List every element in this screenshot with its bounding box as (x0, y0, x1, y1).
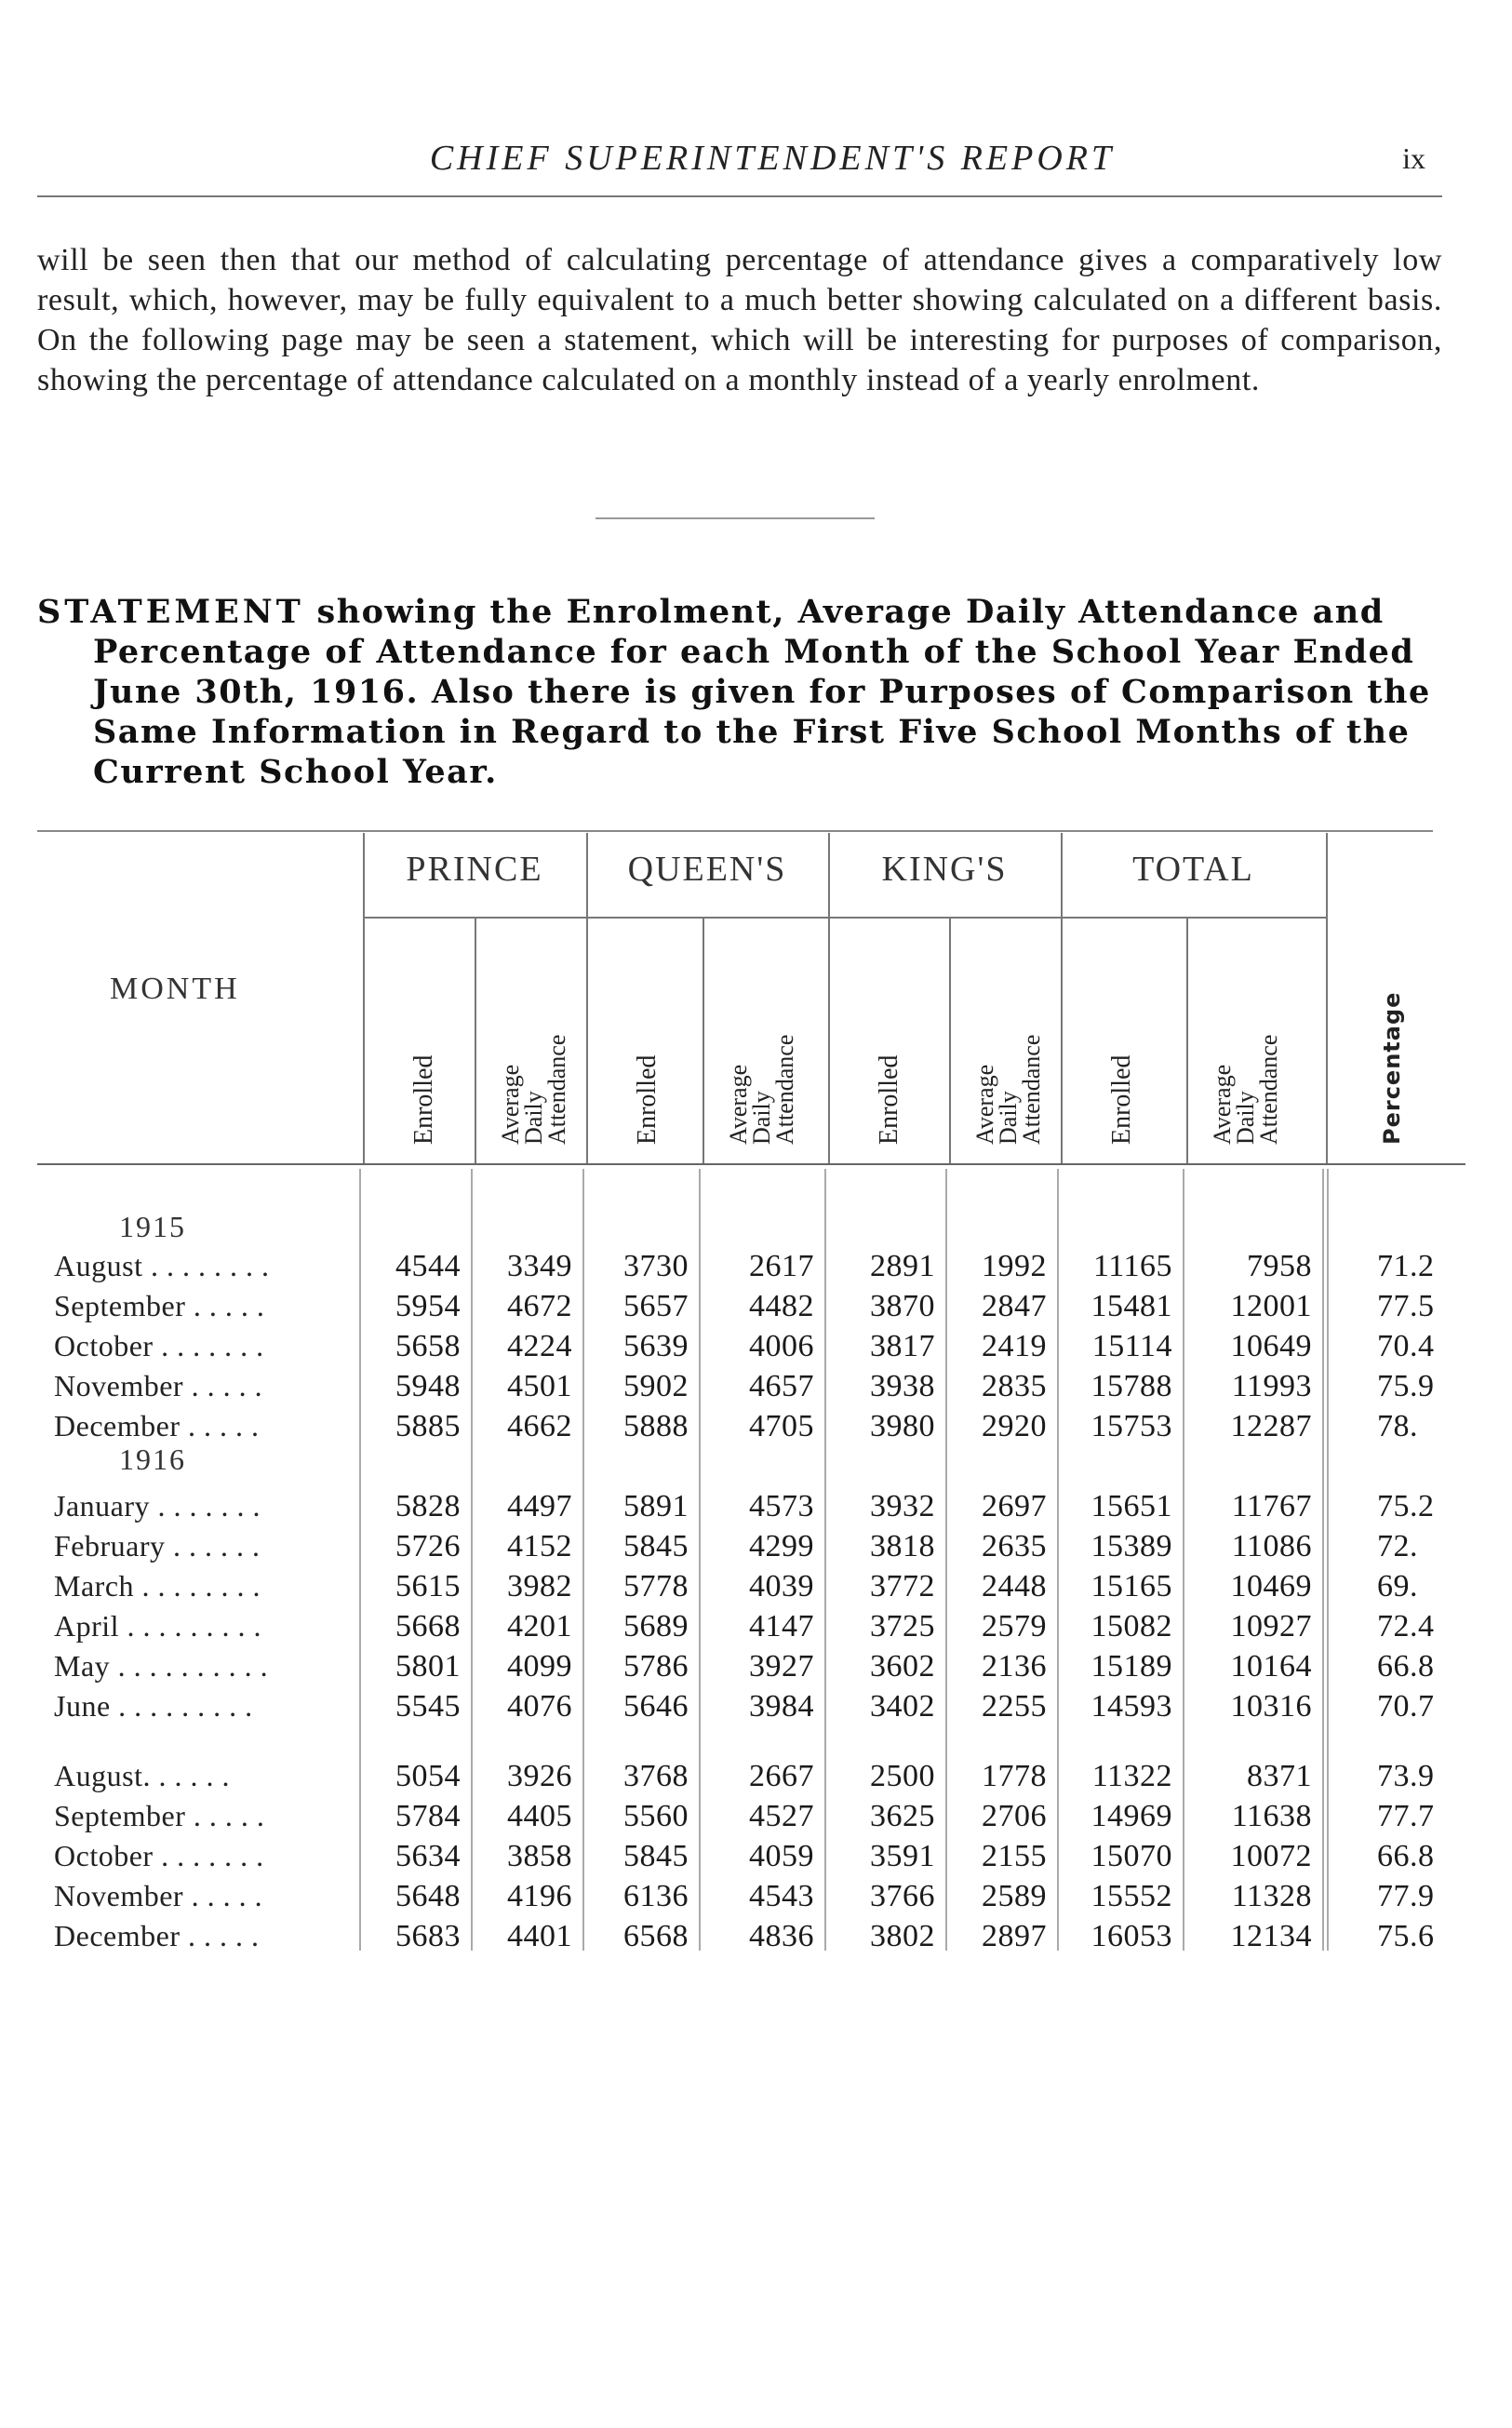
number-cell: 4059 (749, 1839, 814, 1873)
number-cell: 15070 (1091, 1839, 1172, 1873)
number-cell: 5648 (395, 1879, 461, 1913)
number-cell: 3349 (507, 1249, 572, 1283)
average-daily-attendance-column-header (496, 931, 569, 1145)
month-cell: March . . . . . . . . (54, 1569, 261, 1603)
percentage-cell: 77.5 (1377, 1289, 1435, 1323)
month-cell: June . . . . . . . . . (54, 1689, 253, 1723)
number-cell: 5668 (395, 1609, 461, 1643)
percentage-cell: 72. (1377, 1529, 1418, 1563)
percentage-cell: 70.4 (1377, 1329, 1435, 1363)
number-cell: 3932 (870, 1489, 935, 1523)
group-subheader-rule (363, 917, 1326, 919)
number-cell: 2891 (870, 1249, 935, 1283)
average-daily-attendance-column-header (724, 931, 796, 1145)
number-cell: 12134 (1230, 1919, 1312, 1953)
number-cell: 4497 (507, 1489, 572, 1523)
table-header-rule (37, 1163, 1465, 1165)
number-cell: 5054 (395, 1759, 461, 1793)
month-cell: February . . . . . . (54, 1529, 261, 1563)
statement-heading (37, 592, 1433, 792)
average-daily-attendance-label-line: Average (971, 1064, 998, 1145)
table-row (0, 1609, 1512, 1646)
month-cell: November . . . . . (54, 1369, 263, 1402)
number-cell: 4039 (749, 1569, 814, 1603)
number-cell: 12287 (1230, 1409, 1312, 1443)
number-cell: 2897 (982, 1919, 1047, 1953)
number-cell: 4527 (749, 1799, 814, 1833)
number-cell: 15189 (1091, 1649, 1172, 1684)
number-cell: 5828 (395, 1489, 461, 1523)
number-cell: 7958 (1247, 1249, 1312, 1283)
column-rule (363, 833, 365, 1163)
number-cell: 4544 (395, 1249, 461, 1283)
month-cell: December . . . . . (54, 1409, 260, 1442)
number-cell: 3625 (870, 1799, 935, 1833)
average-daily-attendance-label-line: Daily (748, 1091, 775, 1145)
number-cell: 11165 (1093, 1249, 1172, 1283)
number-cell: 3927 (749, 1649, 814, 1684)
number-cell: 3766 (870, 1879, 935, 1913)
average-daily-attendance-label-line: Average (1209, 1064, 1236, 1145)
number-cell: 15651 (1091, 1489, 1172, 1523)
number-cell: 4662 (507, 1409, 572, 1443)
number-cell: 3402 (870, 1689, 935, 1724)
number-cell: 5801 (395, 1649, 461, 1684)
number-cell: 4224 (507, 1329, 572, 1363)
number-cell: 4657 (749, 1369, 814, 1403)
number-cell: 5639 (623, 1329, 689, 1363)
number-cell: 3817 (870, 1329, 935, 1363)
number-cell: 3938 (870, 1369, 935, 1403)
percentage-cell: 77.9 (1377, 1879, 1435, 1913)
percentage-cell: 78. (1377, 1409, 1418, 1443)
number-cell: 5948 (395, 1369, 461, 1403)
percentage-cell: 73.9 (1377, 1759, 1435, 1793)
subcolumn-rule (949, 917, 951, 1163)
month-cell: May . . . . . . . . . . (54, 1649, 269, 1683)
table-row (0, 1289, 1512, 1326)
month-column-header: MONTH (110, 972, 240, 1006)
number-cell: 4196 (507, 1879, 572, 1913)
number-cell: 14969 (1091, 1799, 1172, 1833)
group-header-queens: QUEEN'S (627, 850, 787, 889)
number-cell: 5786 (623, 1649, 689, 1684)
section-divider (595, 517, 875, 519)
percentage-cell: 70.7 (1377, 1689, 1435, 1724)
percentage-cell: 72.4 (1377, 1609, 1435, 1643)
number-cell: 15552 (1091, 1879, 1172, 1913)
number-cell: 15082 (1091, 1609, 1172, 1643)
number-cell: 3602 (870, 1649, 935, 1684)
number-cell: 11328 (1231, 1879, 1312, 1913)
number-cell: 4099 (507, 1649, 572, 1684)
subcolumn-rule (1186, 917, 1188, 1163)
number-cell: 5888 (623, 1409, 689, 1443)
number-cell: 4006 (749, 1329, 814, 1363)
enrolled-column-header: Enrolled (875, 1054, 903, 1145)
number-cell: 3858 (507, 1839, 572, 1873)
column-rule (1061, 833, 1063, 1163)
year-label: 1915 (119, 1210, 186, 1243)
column-rule (1326, 833, 1328, 1163)
percentage-cell: 69. (1377, 1569, 1418, 1603)
month-cell: November . . . . . (54, 1879, 263, 1912)
month-cell: December . . . . . (54, 1919, 260, 1952)
table-row (0, 1649, 1512, 1686)
table-row (0, 1919, 1512, 1956)
number-cell: 5885 (395, 1409, 461, 1443)
percentage-cell: 75.6 (1377, 1919, 1435, 1953)
average-daily-attendance-label-line: Daily (995, 1091, 1022, 1145)
number-cell: 2448 (982, 1569, 1047, 1603)
number-cell: 2697 (982, 1489, 1047, 1523)
number-cell: 4147 (749, 1609, 814, 1643)
number-cell: 5891 (623, 1489, 689, 1523)
group-header-prince: PRINCE (406, 850, 543, 889)
table-row (0, 1689, 1512, 1726)
table-row (0, 1489, 1512, 1526)
statement-lead: STATEMENT (37, 593, 304, 631)
number-cell: 2589 (982, 1879, 1047, 1913)
percentage-cell: 75.2 (1377, 1489, 1435, 1523)
number-cell: 2617 (749, 1249, 814, 1283)
average-daily-attendance-label-line: Attendance (543, 1034, 570, 1145)
number-cell: 5689 (623, 1609, 689, 1643)
average-daily-attendance-column-header (1208, 931, 1280, 1145)
number-cell: 15788 (1091, 1369, 1172, 1403)
month-cell: September . . . . . (54, 1799, 265, 1832)
number-cell: 3818 (870, 1529, 935, 1563)
table-row (0, 1529, 1512, 1566)
number-cell: 4836 (749, 1919, 814, 1953)
number-cell: 4076 (507, 1689, 572, 1724)
number-cell: 4405 (507, 1799, 572, 1833)
table-row (0, 1839, 1512, 1876)
number-cell: 3802 (870, 1919, 935, 1953)
number-cell: 2419 (982, 1329, 1047, 1363)
year-label: 1916 (119, 1442, 186, 1476)
average-daily-attendance-label-line: Average (497, 1064, 524, 1145)
number-cell: 5902 (623, 1369, 689, 1403)
number-cell: 4299 (749, 1529, 814, 1563)
number-cell: 10649 (1230, 1329, 1312, 1363)
table-row (0, 1759, 1512, 1796)
number-cell: 5784 (395, 1799, 461, 1833)
enrolled-column-header: Enrolled (1107, 1054, 1136, 1145)
number-cell: 3926 (507, 1759, 572, 1793)
percentage-cell: 75.9 (1377, 1369, 1435, 1403)
number-cell: 12001 (1230, 1289, 1312, 1323)
number-cell: 15114 (1091, 1329, 1172, 1363)
number-cell: 3730 (623, 1249, 689, 1283)
number-cell: 4573 (749, 1489, 814, 1523)
number-cell: 5683 (395, 1919, 461, 1953)
number-cell: 3768 (623, 1759, 689, 1793)
number-cell: 15481 (1091, 1289, 1172, 1323)
number-cell: 1778 (982, 1759, 1047, 1793)
number-cell: 3591 (870, 1839, 935, 1873)
number-cell: 5615 (395, 1569, 461, 1603)
intro-paragraph: will be seen then that our method of calculating percentage of attendance gives a comparatively low result, which, however, may be fully equivalent to a much better showing calculated on a different basis. On the following page may be seen a statement, which will be interesting for purposes of comparison, showing the percentage of attendance calculated on a monthly instead of a yearly enrolment. (37, 243, 1442, 397)
month-cell: October . . . . . . . (54, 1839, 264, 1872)
number-cell: 10072 (1230, 1839, 1312, 1873)
number-cell: 10164 (1230, 1649, 1312, 1684)
number-cell: 4401 (507, 1919, 572, 1953)
statement-text: showing the Enrolment, Average Daily Attendance and Percentage of Attendance for each Month of the School Year Ended June 30th, 1916. Also there is given for Purposes of Comparison the Same Information in Regard to the First Five School Months of the Current School Year. (93, 593, 1431, 791)
table-row (0, 1369, 1512, 1406)
month-cell: August. . . . . . (54, 1759, 230, 1792)
number-cell: 5560 (623, 1799, 689, 1833)
number-cell: 4543 (749, 1879, 814, 1913)
number-cell: 3980 (870, 1409, 935, 1443)
number-cell: 4482 (749, 1289, 814, 1323)
table-row (0, 1569, 1512, 1606)
number-cell: 2579 (982, 1609, 1047, 1643)
number-cell: 5657 (623, 1289, 689, 1323)
number-cell: 4501 (507, 1369, 572, 1403)
number-cell: 6136 (623, 1879, 689, 1913)
column-rule (828, 833, 830, 1163)
number-cell: 10927 (1230, 1609, 1312, 1643)
column-rule (586, 833, 588, 1163)
number-cell: 5646 (623, 1689, 689, 1724)
table-row (0, 1799, 1512, 1836)
number-cell: 1992 (982, 1249, 1047, 1283)
number-cell: 11086 (1231, 1529, 1312, 1563)
number-cell: 2667 (749, 1759, 814, 1793)
month-cell: September . . . . . (54, 1289, 265, 1322)
number-cell: 6568 (623, 1919, 689, 1953)
number-cell: 10469 (1230, 1569, 1312, 1603)
number-cell: 2255 (982, 1689, 1047, 1724)
number-cell: 4152 (507, 1529, 572, 1563)
header-rule (37, 195, 1442, 197)
number-cell: 5545 (395, 1689, 461, 1724)
number-cell: 2920 (982, 1409, 1047, 1443)
table-row (0, 1329, 1512, 1366)
number-cell: 3870 (870, 1289, 935, 1323)
subcolumn-rule (475, 917, 476, 1163)
group-header-kings: KING'S (881, 850, 1008, 889)
number-cell: 5658 (395, 1329, 461, 1363)
number-cell: 5845 (623, 1529, 689, 1563)
average-daily-attendance-label-line: Daily (520, 1091, 547, 1145)
table-row (0, 1879, 1512, 1916)
average-daily-attendance-label-line: Attendance (1018, 1034, 1045, 1145)
group-header-total: TOTAL (1132, 850, 1254, 889)
number-cell: 2500 (870, 1759, 935, 1793)
number-cell: 5726 (395, 1529, 461, 1563)
number-cell: 11638 (1231, 1799, 1312, 1833)
average-daily-attendance-label-line: Average (725, 1064, 752, 1145)
number-cell: 3984 (749, 1689, 814, 1724)
number-cell: 3982 (507, 1569, 572, 1603)
number-cell: 15165 (1091, 1569, 1172, 1603)
number-cell: 2155 (982, 1839, 1047, 1873)
number-cell: 11767 (1231, 1489, 1312, 1523)
enrolled-column-header: Enrolled (409, 1054, 438, 1145)
number-cell: 4672 (507, 1289, 572, 1323)
number-cell: 15389 (1091, 1529, 1172, 1563)
percentage-cell: 71.2 (1377, 1249, 1435, 1283)
number-cell: 11322 (1091, 1759, 1172, 1793)
number-cell: 5954 (395, 1289, 461, 1323)
average-daily-attendance-column-header (970, 931, 1043, 1145)
number-cell: 2847 (982, 1289, 1047, 1323)
number-cell: 2706 (982, 1799, 1047, 1833)
average-daily-attendance-label-line: Daily (1232, 1091, 1259, 1145)
subcolumn-rule (702, 917, 704, 1163)
number-cell: 2835 (982, 1369, 1047, 1403)
number-cell: 5845 (623, 1839, 689, 1873)
table-row (0, 1249, 1512, 1286)
percentage-cell: 77.7 (1377, 1799, 1435, 1833)
number-cell: 2136 (982, 1649, 1047, 1684)
month-cell: January . . . . . . . (54, 1489, 261, 1523)
running-head (37, 138, 1433, 182)
enrolled-column-header: Enrolled (633, 1054, 662, 1145)
month-cell: August . . . . . . . . (54, 1249, 270, 1282)
number-cell: 16053 (1091, 1919, 1172, 1953)
table-row (0, 1409, 1512, 1446)
number-cell: 5634 (395, 1839, 461, 1873)
table-top-rule (37, 830, 1433, 832)
percentage-column-header: Percentage (1379, 991, 1405, 1145)
percentage-cell: 66.8 (1377, 1649, 1435, 1684)
number-cell: 4201 (507, 1609, 572, 1643)
percentage-cell: 66.8 (1377, 1839, 1435, 1873)
number-cell: 14593 (1091, 1689, 1172, 1724)
number-cell: 3725 (870, 1609, 935, 1643)
number-cell: 3772 (870, 1569, 935, 1603)
number-cell: 2635 (982, 1529, 1047, 1563)
month-cell: April . . . . . . . . . (54, 1609, 262, 1643)
number-cell: 10316 (1230, 1689, 1312, 1724)
number-cell: 15753 (1091, 1409, 1172, 1443)
average-daily-attendance-label-line: Attendance (771, 1034, 798, 1145)
month-cell: October . . . . . . . (54, 1329, 264, 1362)
number-cell: 5778 (623, 1569, 689, 1603)
running-title: CHIEF SUPERINTENDENT'S REPORT (429, 139, 1116, 178)
number-cell: 4705 (749, 1409, 814, 1443)
number-cell: 11993 (1231, 1369, 1312, 1403)
average-daily-attendance-label-line: Attendance (1255, 1034, 1282, 1145)
page-number: ix (1402, 141, 1425, 175)
number-cell: 8371 (1247, 1759, 1312, 1793)
